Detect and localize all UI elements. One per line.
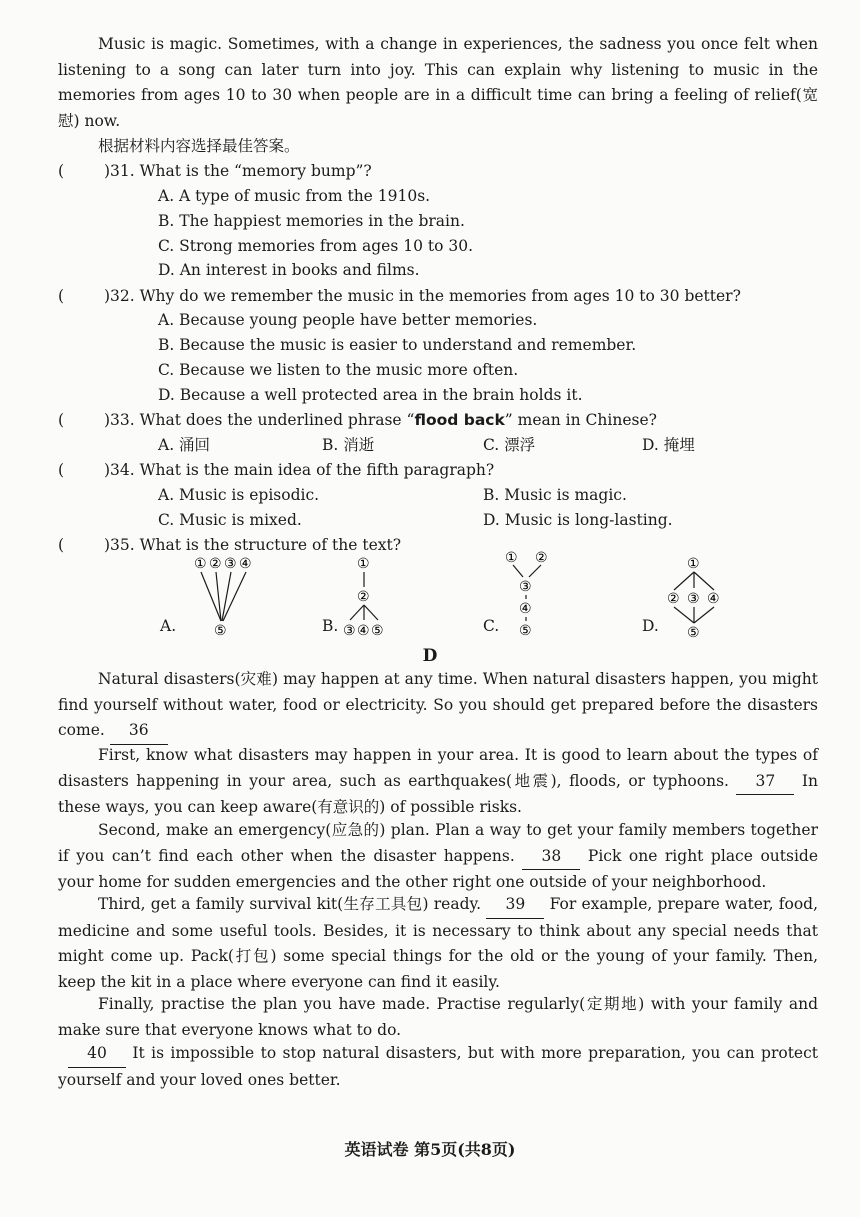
q32-option-a[interactable]: A. Because young people have better memories. (158, 311, 538, 329)
node-1: ① (687, 556, 700, 572)
answer-paren-close: ) (104, 461, 111, 479)
node-1: ① (194, 556, 207, 572)
q35-option-a: A. (160, 617, 177, 635)
diagram-b-svg (344, 555, 434, 645)
q32-option-d[interactable]: D. Because a well protected area in the brain holds it. (158, 386, 583, 404)
question-33: ( ) 33. What does the underlined phrase “flood back” mean in Chinese? (58, 408, 818, 432)
q34-option-d[interactable]: D. Music is long-lasting. (483, 511, 673, 529)
answer-paren-close: ) (104, 287, 111, 305)
diagram-a-svg (184, 555, 304, 645)
node-4: ④ (707, 591, 720, 607)
question-35: ( ) 35. What is the structure of the text? (58, 533, 818, 557)
q33-option-b[interactable]: B. 消逝 (322, 436, 375, 454)
answer-paren-close: ) (104, 411, 111, 429)
underlined-phrase: flood back (414, 411, 505, 429)
section-d-title: D (422, 646, 438, 666)
intro-paragraph: Music is magic. Sometimes, with a change in experiences, the sadness you once felt when listening to a song can later turn into joy. This can explain why listening to music in the memories from ages 10 to 30 when people are in a difficult time can bring a feeling of relief(宽慰) now. (58, 35, 818, 130)
q33-option-d[interactable]: D. 掩埋 (642, 436, 695, 454)
node-3: ③ (343, 623, 356, 639)
node-5: ⑤ (371, 623, 384, 639)
question-34: ( ) 34. What is the main idea of the fifth paragraph? (58, 458, 818, 482)
node-4: ④ (357, 623, 370, 639)
node-5: ⑤ (687, 625, 700, 641)
q35-option-d: D. (642, 617, 659, 635)
q31-option-c[interactable]: C. Strong memories from ages 10 to 30. (158, 237, 474, 255)
node-2: ② (535, 550, 548, 566)
blank-37[interactable]: 37 (736, 769, 794, 796)
q32-option-c[interactable]: C. Because we listen to the music more often. (158, 361, 519, 379)
blank-36[interactable]: 36 (110, 718, 168, 745)
node-1: ① (357, 556, 370, 572)
node-1: ① (505, 550, 518, 566)
answer-paren-open[interactable]: ( (58, 287, 65, 305)
question-31: ( ) 31. What is the “memory bump”? (58, 159, 818, 183)
blank-39[interactable]: 39 (486, 892, 544, 919)
answer-paren-open[interactable]: ( (58, 461, 65, 479)
q31-option-a[interactable]: A. A type of music from the 1910s. (158, 187, 431, 205)
passage-d-paragraph-4: Third, get a family survival kit(生存工具包) ready. 39 For example, prepare water, food, medicine and some useful tools. Besides, it is necessary to think about any special needs that might come up. Pack(打包) some special things for the old or the young of your family. Then, keep the kit in a place where everyone can find it easily. (58, 892, 818, 995)
question-32: ( ) 32. Why do we remember the music in the memories from ages 10 to 30 better? (58, 284, 818, 308)
blank-40[interactable]: 40 (68, 1041, 126, 1068)
node-4: ④ (519, 601, 532, 617)
passage-d-paragraph-5: Finally, practise the plan you have made. Practise regularly(定期地) with your family and make sure that everyone knows what to do. (58, 995, 818, 1039)
page-footer: 英语试卷 第5页(共8页) (344, 1140, 516, 1159)
node-2: ② (667, 591, 680, 607)
instruction-text: 根据材料内容选择最佳答案。 (98, 137, 300, 155)
q35-option-c: C. (483, 617, 500, 635)
blank-38[interactable]: 38 (522, 844, 580, 871)
q33-option-a[interactable]: A. 涌回 (158, 436, 211, 454)
q31-option-d[interactable]: D. An interest in books and films. (158, 261, 420, 279)
passage-d-paragraph-6: 40 It is impossible to stop natural disasters, but with more preparation, you can protect yourself and your loved ones better. (58, 1041, 818, 1093)
answer-paren-close: ) (104, 536, 111, 554)
answer-paren-open[interactable]: ( (58, 536, 65, 554)
node-5: ⑤ (519, 623, 532, 639)
q31-option-b[interactable]: B. The happiest memories in the brain. (158, 212, 465, 230)
passage-d-paragraph-3: Second, make an emergency(应急的) plan. Plan a way to get your family members together if you can’t find each other when the disaster happens. 38 Pick one right place outside your home for sudden emergencies and the other right one outside of your neighborhood. (58, 821, 818, 891)
node-2: ② (357, 589, 370, 605)
q34-option-a[interactable]: A. Music is episodic. (158, 486, 320, 504)
q32-option-b[interactable]: B. Because the music is easier to understand and remember. (158, 336, 637, 354)
q35-option-b: B. (322, 617, 339, 635)
answer-paren-open[interactable]: ( (58, 162, 65, 180)
node-3: ③ (519, 579, 532, 595)
q34-option-b[interactable]: B. Music is magic. (483, 486, 627, 504)
node-5: ⑤ (214, 623, 227, 639)
passage-d-paragraph-2: First, know what disasters may happen in your area. It is good to learn about the types of disasters happening in your area, such as earthquakes(地震), floods, or typhoons. 37 In these ways, you can keep aware(有意识的) of possible risks. (58, 746, 818, 816)
node-3: ③ (224, 556, 237, 572)
answer-paren-open[interactable]: ( (58, 411, 65, 429)
passage-d-paragraph-1: Natural disasters(灾难) may happen at any time. When natural disasters happen, you might find yourself without water, food or electricity. So you should get prepared before the disasters come. 36 (58, 667, 818, 745)
node-3: ③ (687, 591, 700, 607)
q33-option-c[interactable]: C. 漂浮 (483, 436, 536, 454)
node-4: ④ (239, 556, 252, 572)
answer-paren-close: ) (104, 162, 111, 180)
q34-option-c[interactable]: C. Music is mixed. (158, 511, 302, 529)
diagram-d-svg (664, 555, 754, 645)
diagram-c-svg (505, 549, 595, 639)
node-2: ② (209, 556, 222, 572)
